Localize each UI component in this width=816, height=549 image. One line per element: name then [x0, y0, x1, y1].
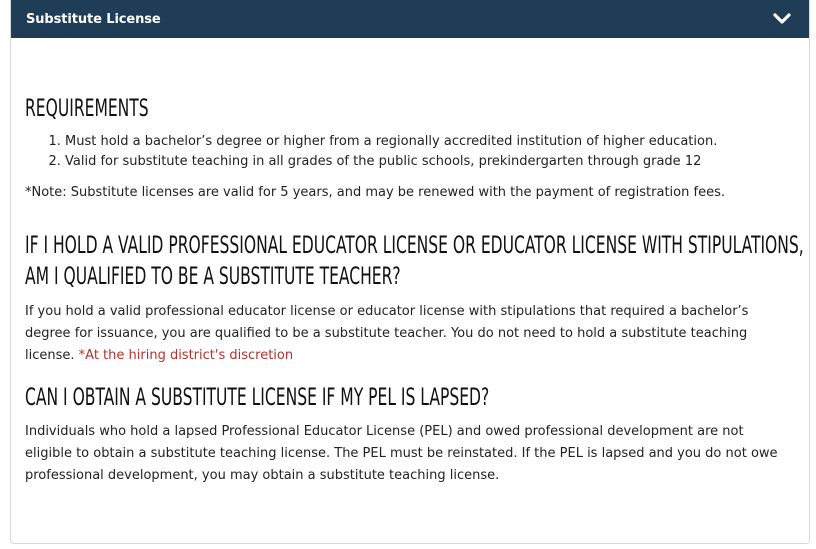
panel-body [11, 38, 809, 487]
substitute-license-panel [10, 0, 810, 544]
valid-pel-heading-line1: IF I HOLD A VALID PROFESSIONAL EDUCATOR LICENSE OR EDUCATOR LICENSE WITH STIPULATIONS, [25, 231, 804, 259]
list-item: 2. Valid for substitute teaching in all grades of the public schools, prekindergarten through grade 12 [65, 152, 809, 172]
valid-pel-heading-line2: AM I QUALIFIED TO BE A SUBSTITUTE TEACHER? [25, 262, 401, 290]
requirements-heading: REQUIREMENTS [25, 94, 149, 122]
list-item: 1. Must hold a bachelor’s degree or higher from a regionally accredited institution of higher education. [65, 132, 809, 152]
lapsed-pel-heading: CAN I OBTAIN A SUBSTITUTE LICENSE IF MY PEL IS LAPSED? [25, 383, 490, 411]
valid-pel-body: If you hold a valid professional educator license or educator license with stipulations that required a bachelor’s degree for issuance, you are qualified to be a substitute teacher. You do not need to hold a substitute teaching license. [25, 304, 749, 363]
valid-pel-heading [25, 230, 804, 292]
panel-header[interactable] [11, 0, 809, 38]
valid-pel-paragraph [25, 301, 790, 367]
panel-title: Substitute License [26, 11, 161, 27]
requirements-list [25, 132, 809, 172]
hiring-district-footnote: *At the hiring district's discretion [78, 348, 294, 363]
lapsed-pel-paragraph: Individuals who hold a lapsed Professional Educator License (PEL) and owed professional development are not eligible to obtain a substitute teaching license. The PEL must be reinstated. If the PEL is lapsed and you do not owe professional development, you may obtain a substitute teaching license. [25, 424, 778, 483]
requirements-note: *Note: Substitute licenses are valid for 5 years, and may be renewed with the payment of registration fees. [25, 185, 725, 200]
chevron-down-icon[interactable] [773, 12, 791, 26]
